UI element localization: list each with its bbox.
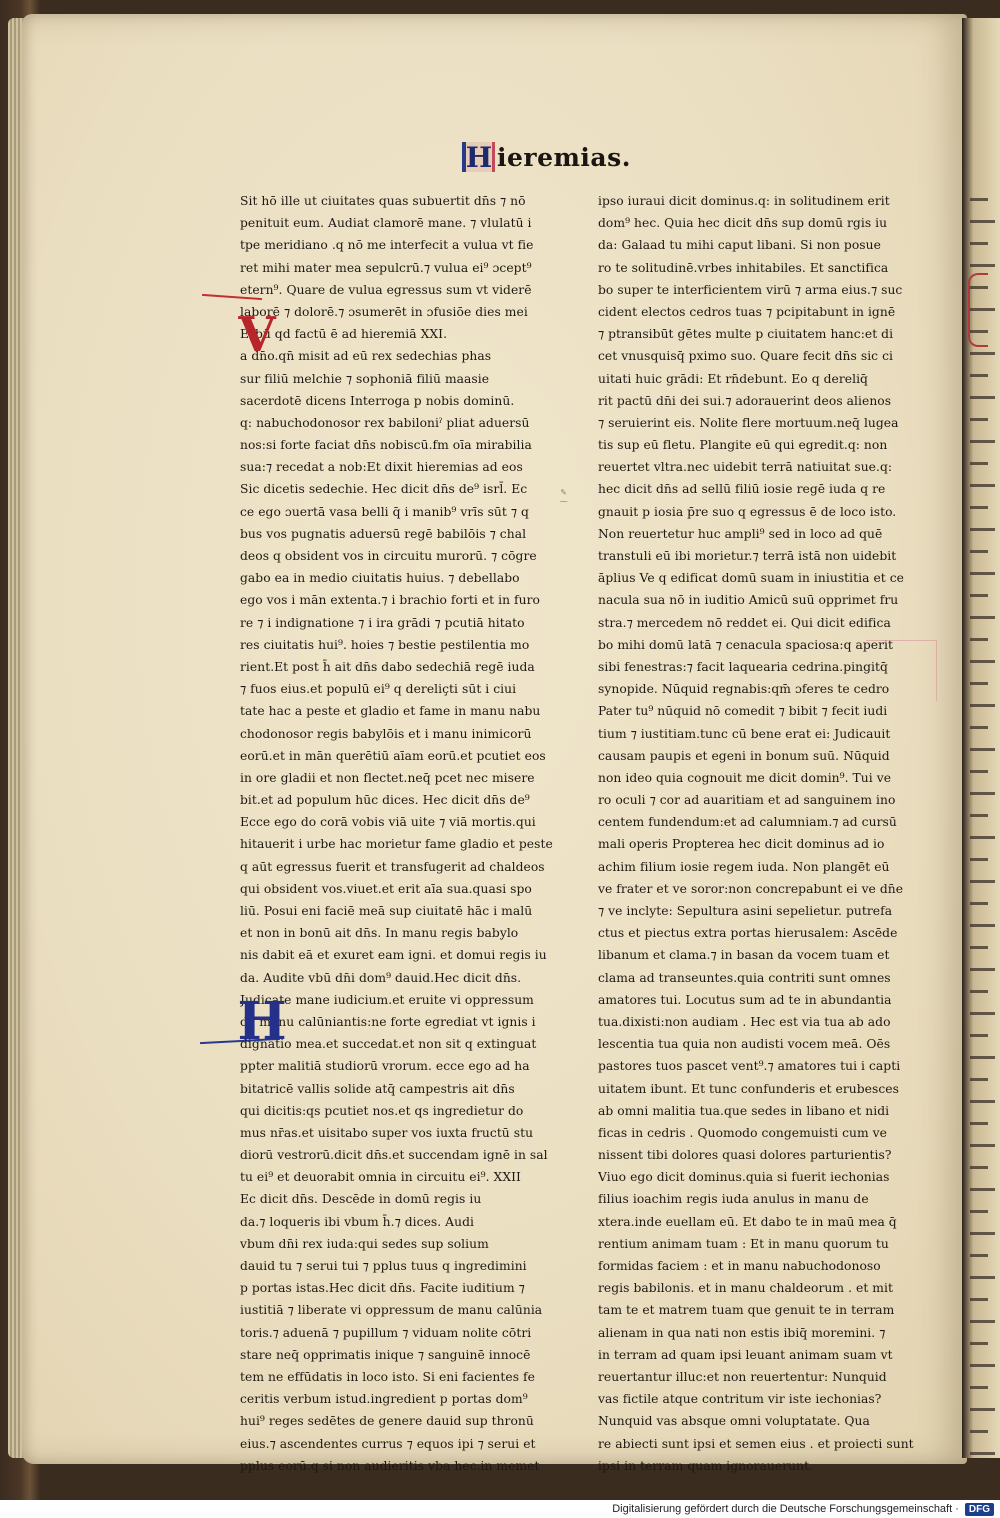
text-line: formidas faciem : et in manu nabuchodonoso — [598, 1259, 881, 1273]
text-line: cet vnusquisq̄ pximo suo. Quare fecit dn̄s sic ci — [598, 349, 893, 364]
text-line: gnauit p iosia p̄re suo q egressus ē de loco isto. — [598, 504, 897, 519]
adjacent-page-line — [970, 1034, 988, 1037]
adjacent-page-line — [970, 836, 995, 839]
text-line: ⁊ ve inclyte: Sepultura asini sepelietur. putrefa — [598, 904, 893, 918]
text-line: tu ei⁹ et deuorabit omnia in circuitu ei⁹. XXII — [240, 1170, 521, 1185]
text-line: rient.Et post h̄ ait dn̄s dabo sedechiā regē iuda — [240, 659, 535, 674]
chapter-21-initial: V — [238, 307, 276, 363]
text-line: ve frater et ve soror:non concrepabunt ei ve dn̄e — [598, 881, 904, 896]
marginal-annotation: ✎ ⁓ — [559, 487, 568, 507]
text-line: tis sup eū fletu. Plangite eū qui egredit.q: non — [598, 438, 888, 453]
text-line: rit pactū dn̄i dei sui.⁊ adorauerint deos alienos — [598, 393, 892, 408]
text-line: uitati huic grādi: Et rn̄debunt. Eo q dereliq̄ — [598, 371, 868, 386]
adjacent-page-line — [970, 902, 988, 905]
text-line: qui dicitis:qs pcutiet nos.et qs ingredietur do — [240, 1103, 524, 1118]
text-line: ro te solitudinē.vrbes inhitabiles. Et sanctifica — [598, 260, 889, 275]
text-line: ctus et piectus extra portas hierusalem: Ascēde — [598, 926, 898, 941]
text-line: diorū vestrorū.dicit dn̄s.et succendam ignē in sal — [240, 1148, 548, 1163]
adjacent-page-line — [970, 572, 995, 575]
text-line: Ecce ego do corā vobis viā uite ⁊ viā mortis.qui — [240, 815, 536, 830]
adjacent-page-line — [970, 1452, 995, 1455]
text-line: xtera.inde euellam eū. Et dabo te in maū mea q̄ — [598, 1214, 897, 1229]
adjacent-page-line — [970, 330, 988, 333]
text-line: alienam in qua nati non estis ibiq̄ moremini. ⁊ — [598, 1325, 886, 1340]
adjacent-page-line — [970, 682, 988, 685]
text-line: da.⁊ loqueris ibi vbum h̄.⁊ dices. Audi — [240, 1214, 474, 1229]
text-line: Judicate mane iudicium.et eruite vi oppressum — [240, 992, 534, 1007]
adjacent-page-line — [970, 550, 988, 553]
adjacent-page — [962, 18, 1000, 1458]
text-line: hec dicit dn̄s ad sellū filiū iosie regē iuda q re — [598, 482, 886, 497]
text-line: nacula sua nō in iuditio Amicū suū opprimet fru — [598, 593, 899, 608]
adjacent-page-line — [970, 308, 995, 311]
adjacent-page-line — [970, 1232, 995, 1235]
text-line: hitauerit i urbe hac morietur fame gladio et peste — [240, 837, 553, 852]
adjacent-page-line — [970, 506, 988, 509]
running-head-initial: H — [462, 142, 495, 172]
text-line: q: nabuchodonosor rex babiloniˀ pliat aduersū — [240, 415, 530, 430]
text-line: etern⁹. Quare de vulua egressus sum vt viderē — [240, 282, 532, 297]
chapter-22-initial: H — [237, 990, 287, 1052]
adjacent-page-line — [970, 462, 988, 465]
text-line: in terram ad quam ipsi leuant animam suam vt — [598, 1347, 893, 1362]
adjacent-page-line — [970, 528, 995, 531]
text-line: sur filiū melchie ⁊ sophoniā filiū maasie — [240, 371, 490, 386]
text-line: de manu calūniantis:ne forte egrediat vt ignis i — [240, 1014, 536, 1029]
text-line: dom⁹ hec. Quia hec dicit dn̄s sup domū rgis iu — [598, 216, 888, 231]
text-line: gabo ea in medio ciuitatis huius. ⁊ debellabo — [240, 571, 520, 586]
text-line: synopide. Nūquid regnabis:qm̄ ɔferes te cedro — [598, 682, 890, 697]
text-line: re abiecti sunt ipsi et semen eius . et proiecti sunt — [598, 1436, 914, 1451]
adjacent-page-line — [970, 726, 988, 729]
text-line: sibi fenestras:⁊ facit laquearia cedrina.pingitq̄ — [598, 659, 888, 674]
text-line: pastores tuos pascet vent⁹.⁊ amatores tui i capti — [598, 1059, 901, 1074]
text-line: hui⁹ reges sedētes de genere dauid sup thronū — [240, 1414, 534, 1429]
text-line: sua:⁊ recedat a nob:Et dixit hieremias ad eos — [240, 460, 523, 475]
dfg-logo: DFG — [965, 1503, 994, 1516]
text-line: tem ne effūdatis in loco isto. Si eni facientes fe — [240, 1369, 535, 1384]
adjacent-page-line — [970, 1254, 988, 1257]
adjacent-page-line — [970, 594, 988, 597]
text-line: ⁊ ptransibūt gētes multe p ciuitatem hanc:et di — [598, 327, 894, 342]
text-line: Sic dicetis sedechie. Hec dicit dn̄s de⁹ isrl̄. Ec — [240, 482, 528, 497]
adjacent-page-line — [970, 1298, 988, 1301]
text-line: stra.⁊ mercedem nō reddet ei. Qui dicit edifica — [598, 615, 891, 630]
text-line: uitatem ibunt. Et tunc confunderis et erubesces — [598, 1081, 899, 1096]
adjacent-page-line — [970, 990, 988, 993]
adjacent-page-line — [970, 1188, 995, 1191]
adjacent-page-line — [970, 440, 995, 443]
running-head — [462, 139, 631, 175]
adjacent-page-line — [970, 660, 995, 663]
margin-ink-mark — [866, 640, 937, 701]
text-line: nos:si forte faciat dn̄s nobiscū.fm oīa mirabilia — [240, 438, 532, 453]
footer-credit: Digitalisierung gefördert durch die Deutsche Forschungsgemeinschaft · — [612, 1503, 959, 1515]
text-line: pplus eorū.q si non audieritis vba hec.in memet — [240, 1458, 540, 1473]
adjacent-page-line — [970, 1342, 988, 1345]
text-line: filius ioachim regis iuda anulus in manu de — [598, 1192, 869, 1207]
text-line: mali operis Propterea hec dicit dominus ad io — [598, 837, 885, 852]
text-line: tam te et matrem tuam que genuit te in terram — [598, 1303, 895, 1318]
text-line: achim filium iosie regem iuda. Non plangēt eū — [598, 859, 890, 874]
text-line: q aūt egressus fuerit et transfugerit ad chaldeos — [240, 859, 545, 874]
text-line: laborē ⁊ dolorē.⁊ ɔsumerēt in ɔfusiōe dies mei — [240, 304, 528, 319]
text-line: tpe meridiano .q nō me interfecit a vulua vt fie — [240, 238, 534, 253]
adjacent-page-line — [970, 352, 995, 355]
text-line: dignatio mea.et succedat.et non sit q extinguat — [240, 1037, 537, 1052]
adjacent-page-line — [970, 1078, 988, 1081]
text-line: et non in bonū ait dn̄s. In manu regis babylo — [240, 926, 519, 941]
adjacent-page-line — [970, 858, 988, 861]
adjacent-page-line — [970, 616, 995, 619]
text-line: p portas istas.Hec dicit dn̄s. Facite iuditium ⁊ — [240, 1281, 525, 1296]
text-line: vbum dn̄i rex iuda:qui sedes sup solium — [240, 1236, 489, 1251]
text-line: causam paupis et egeni in bonum suū. Nūquid — [598, 748, 890, 763]
adjacent-page-line — [970, 1408, 995, 1411]
adjacent-page-line — [970, 924, 995, 927]
text-line: dauid tu ⁊ serui tui ⁊ pplus tuus q ingredimini — [240, 1259, 527, 1273]
text-line: a dn̄o.qn̄ misit ad eū rex sedechias phas — [240, 349, 492, 364]
text-line: da. Audite vbū dn̄i dom⁹ dauid.Hec dicit dn̄s. — [240, 970, 522, 985]
text-line: eorū.et in mān querētiū aīam eorū.et pcutiet eos — [240, 748, 546, 763]
text-line: centem fundendum:et ad calumniam.⁊ ad cursū — [598, 815, 897, 830]
text-line: Erbū qd factū ē ad hieremiā XXI. — [240, 327, 448, 342]
adjacent-page-line — [970, 374, 988, 377]
text-line: ego vos i mān extenta.⁊ i brachio forti et in furo — [240, 593, 540, 608]
adjacent-page-line — [970, 1320, 995, 1323]
text-line: ⁊ seruierint eis. Nolite flere mortuum.neq̄ lugea — [598, 415, 899, 430]
text-line: nissent tibi dolores quasi dolores parturientis? — [598, 1148, 892, 1163]
text-line: libanum et clama.⁊ in basan da vocem tuam et — [598, 948, 890, 963]
adjacent-page-line — [970, 1122, 988, 1125]
text-line: da: Galaad tu mihi caput libani. Si non posue — [598, 238, 881, 253]
adjacent-page-line — [970, 946, 988, 949]
text-line: deos q obsident vos in circuitu murorū. ⁊ cōgre — [240, 549, 537, 563]
text-line: vas fictile atque contritum vir iste iechonias? — [598, 1392, 882, 1407]
text-line: Viuo ego dicit dominus.quia si fuerit iechonias — [598, 1170, 890, 1185]
text-line: chodonosor regis babylōis et i manu inimicorū — [240, 726, 532, 741]
adjacent-page-line — [970, 1364, 995, 1367]
text-line: Nunquid vas absque omni voluptatate. Qua — [598, 1414, 870, 1429]
text-line: ficas in cedris . Quomodo congemuisti cum ve — [598, 1125, 887, 1140]
text-line: mus nr̄as.et uisitabo super vos iuxta fructū stu — [240, 1125, 534, 1140]
text-line: ceritis verbum istud.ingredient p portas dom⁹ — [240, 1392, 528, 1407]
text-line: ret mihi mater mea sepulcrū.⁊ vulua ei⁹ ɔcept⁹ — [240, 260, 532, 275]
text-line: bo mihi domū latā ⁊ cenacula spaciosa:q aperit — [598, 637, 893, 652]
text-line: Pater tu⁹ nūquid nō comedit ⁊ bibit ⁊ fecit iudi — [598, 704, 888, 719]
adjacent-page-line — [970, 638, 988, 641]
text-line: lescentia tua quia non audisti vocem meā. Oēs — [598, 1037, 891, 1052]
text-line: penituit eum. Audiat clamorē mane. ⁊ vlulatū i — [240, 216, 532, 231]
text-line: ppter malitiā studiorū vrorum. ecce ego ad ha — [240, 1059, 530, 1074]
adjacent-page-line — [970, 1210, 988, 1213]
adjacent-page-line — [970, 198, 988, 201]
adjacent-page-line — [970, 704, 995, 707]
text-line: clama ad transeuntes.quia contriti sunt omnes — [598, 970, 891, 985]
adjacent-page-line — [970, 770, 988, 773]
text-line: bo super te interficientem virū ⁊ arma eius.⁊ suc — [598, 282, 903, 297]
text-line: Ec dicit dn̄s. Descēde in domū regis iu — [240, 1192, 482, 1207]
text-line: stare neq̄ opprimatis inique ⁊ sanguinē innocē — [240, 1347, 531, 1362]
adjacent-page-line — [970, 1144, 995, 1147]
text-line: non ideo quia cognouit me dicit domin⁹. Tui ve — [598, 770, 892, 785]
text-line: bitatricē vallis solide atq̄ campestris ait dn̄s — [240, 1081, 515, 1096]
adjacent-page-line — [970, 1276, 995, 1279]
adjacent-page-line — [970, 264, 995, 267]
footer-bar — [0, 1500, 1000, 1518]
text-line: bus vos pugnatis aduersū regē babilōis ⁊ chal — [240, 526, 527, 541]
adjacent-page-line — [970, 1100, 995, 1103]
adjacent-page-line — [970, 286, 988, 289]
text-line: ro oculi ⁊ cor ad auaritiam et ad sanguinem ino — [598, 793, 896, 808]
text-line: bit.et ad populum hūc dices. Hec dicit dn̄s de⁹ — [240, 793, 530, 808]
adjacent-page-line — [970, 880, 995, 883]
text-line: reuertet vltra.nec uidebit terrā natiuitat sue.q: — [598, 460, 893, 475]
text-line: tate hac a peste et gladio et fame in manu nabu — [240, 704, 541, 719]
text-line: transtuli eū ibi morietur.⁊ terrā istā non uidebit — [598, 549, 897, 563]
text-line: Sit hō ille ut ciuitates quas subuertit dn̄s ⁊ nō — [240, 194, 526, 208]
text-line: re ⁊ i indignatione ⁊ i ira grādi ⁊ pcutiā hitato — [240, 615, 525, 630]
adjacent-page-line — [970, 484, 995, 487]
text-line: iustitiā ⁊ liberate vi oppressum de manu calūnia — [240, 1303, 543, 1318]
adjacent-page-line — [970, 968, 995, 971]
text-line: liū. Posui eni faciē meā sup ciuitatē hāc i malū — [240, 904, 533, 918]
running-head-title: ieremias. — [497, 142, 631, 172]
adjacent-page-line — [970, 396, 995, 399]
text-line: ab omni malitia tua.que sedes in libano et nidi — [598, 1103, 890, 1118]
text-line: amatores tui. Locutus sum ad te in abundantia — [598, 992, 892, 1007]
text-line: ipsi in terram quam ignorauerunt. — [598, 1458, 814, 1473]
adjacent-page-line — [970, 1166, 988, 1169]
text-line: āplius Ve q edificat domū suam in iniustitia et ce — [598, 571, 905, 586]
text-line: reuertantur illuc:et non reuertentur: Nunquid — [598, 1369, 887, 1384]
text-line: res ciuitatis hui⁹. hoies ⁊ bestie pestilentia mo — [240, 637, 530, 652]
text-line: eius.⁊ ascendentes currus ⁊ equos ipi ⁊ serui et — [240, 1436, 536, 1451]
left-text-column — [237, 190, 580, 1477]
text-line: ⁊ fuos eius.et populū ei⁹ q dereliçti sūt i ciui — [240, 682, 517, 697]
text-line: Non reuertetur huc ampli⁹ sed in loco ad quē — [598, 526, 883, 541]
adjacent-page-line — [970, 814, 988, 817]
adjacent-page-line — [970, 748, 995, 751]
text-line: in ore gladii et non flectet.neq̄ pcet nec misere — [240, 770, 535, 785]
right-text-column — [598, 190, 938, 1477]
adjacent-page-line — [970, 220, 995, 223]
text-line: cident electos cedros tuas ⁊ pcipitabunt in ignē — [598, 304, 896, 319]
adjacent-page-line — [970, 1430, 988, 1433]
text-line: sacerdotē dicens Interroga p nobis dominū. — [240, 393, 515, 408]
text-line: qui obsident vos.viuet.et erit aīa sua.quasi spo — [240, 881, 532, 896]
text-line: toris.⁊ aduenā ⁊ pupillum ⁊ viduam nolite cōtri — [240, 1325, 532, 1340]
adjacent-page-line — [970, 792, 995, 795]
adjacent-page-line — [970, 242, 988, 245]
text-line: tua.dixisti:non audiam . Hec est via tua ab ado — [598, 1014, 891, 1029]
text-line: rentium animam tuam : Et in manu quorum tu — [598, 1236, 889, 1251]
text-line: regis babilonis. et in manu chaldeorum . et mit — [598, 1281, 893, 1296]
text-line: ce ego ɔuertā vasa belli q̄ i manib⁹ vrīs sūt ⁊ q — [240, 504, 529, 519]
adjacent-page-line — [970, 1056, 995, 1059]
text-line: ipso iuraui dicit dominus.q: in solitudinem erit — [598, 194, 890, 208]
text-line: nis dabit eā et exuret eam igni. et domui regis iu — [240, 948, 547, 963]
adjacent-page-line — [970, 1012, 995, 1015]
adjacent-page-line — [970, 418, 988, 421]
adjacent-page-line — [970, 1386, 988, 1389]
text-line: tium ⁊ iustitiam.tunc cū bene erat ei: Judicauit — [598, 726, 891, 741]
